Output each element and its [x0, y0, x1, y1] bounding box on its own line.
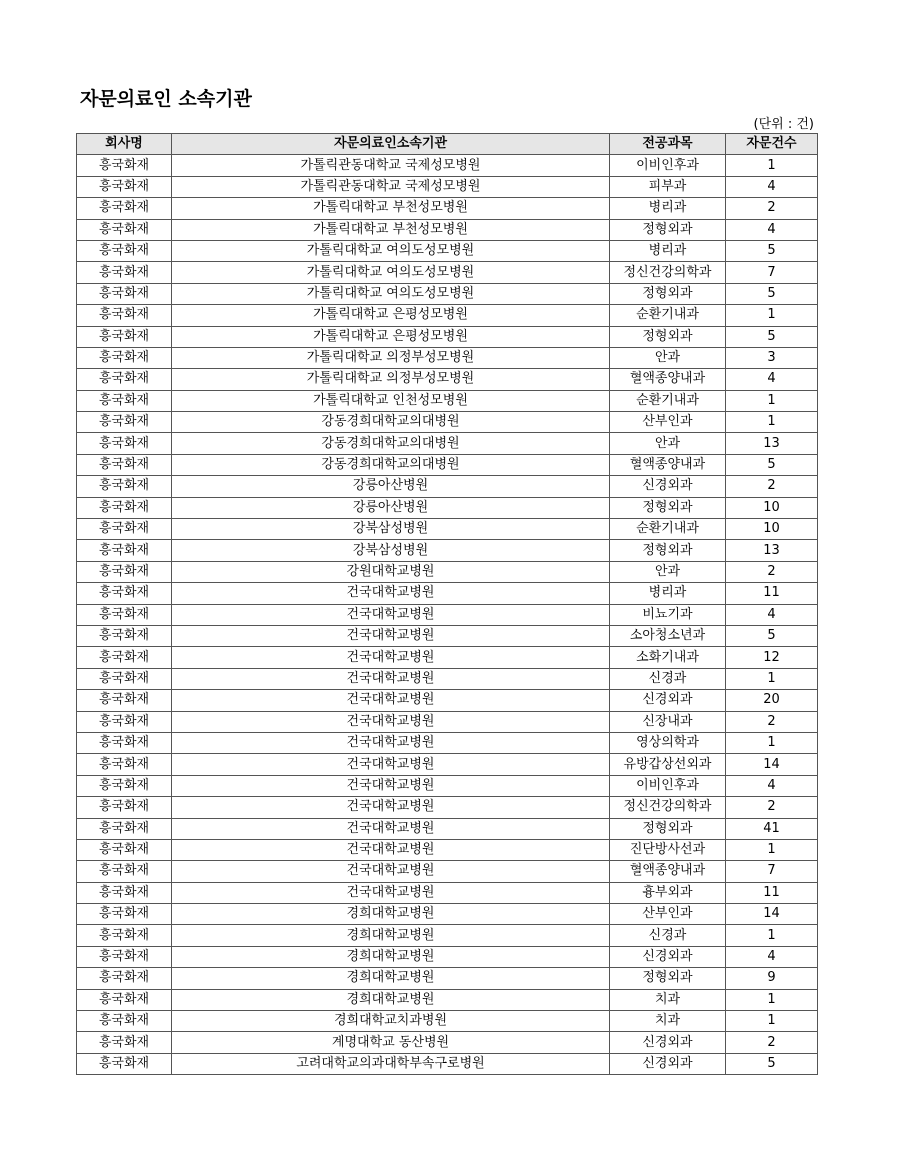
- company-cell: 흥국화재: [77, 326, 172, 347]
- table-row: [77, 347, 818, 368]
- company-cell: 흥국화재: [77, 647, 172, 668]
- specialty-cell: 정형외과: [610, 540, 726, 561]
- institution-cell: 건국대학교병원: [172, 668, 610, 689]
- institution-cell: 강동경희대학교의대병원: [172, 412, 610, 433]
- specialty-cell: 정형외과: [610, 283, 726, 304]
- company-cell: 흥국화재: [77, 604, 172, 625]
- table-row: [77, 732, 818, 753]
- page-title: 자문의료인 소속기관: [80, 88, 252, 110]
- table-row: [77, 925, 818, 946]
- specialty-cell: 병리과: [610, 583, 726, 604]
- table-body: [77, 155, 818, 1075]
- specialty-cell: 안과: [610, 561, 726, 582]
- company-cell: 흥국화재: [77, 775, 172, 796]
- institution-cell: 가톨릭대학교 의정부성모병원: [172, 347, 610, 368]
- institution-cell: 가톨릭대학교 의정부성모병원: [172, 369, 610, 390]
- header-company: 회사명: [77, 134, 172, 155]
- count-cell: 1: [726, 412, 818, 433]
- company-cell: 흥국화재: [77, 219, 172, 240]
- specialty-cell: 이비인후과: [610, 155, 726, 176]
- institution-cell: 가톨릭대학교 여의도성모병원: [172, 240, 610, 261]
- institution-cell: 건국대학교병원: [172, 882, 610, 903]
- table-row: [77, 1011, 818, 1032]
- company-cell: 흥국화재: [77, 176, 172, 197]
- company-cell: 흥국화재: [77, 305, 172, 326]
- table-row: [77, 1032, 818, 1053]
- institution-cell: 강원대학교병원: [172, 561, 610, 582]
- count-cell: 13: [726, 540, 818, 561]
- count-cell: 4: [726, 219, 818, 240]
- table-row: [77, 497, 818, 518]
- company-cell: 흥국화재: [77, 946, 172, 967]
- count-cell: 2: [726, 797, 818, 818]
- count-cell: 13: [726, 433, 818, 454]
- specialty-cell: 흉부외과: [610, 882, 726, 903]
- count-cell: 7: [726, 262, 818, 283]
- specialty-cell: 신경과: [610, 925, 726, 946]
- table-row: [77, 989, 818, 1010]
- specialty-cell: 혈액종양내과: [610, 861, 726, 882]
- specialty-cell: 치과: [610, 1011, 726, 1032]
- table-row: [77, 775, 818, 796]
- count-cell: 12: [726, 647, 818, 668]
- company-cell: 흥국화재: [77, 583, 172, 604]
- table-row: [77, 454, 818, 475]
- institution-cell: 강릉아산병원: [172, 476, 610, 497]
- institution-cell: 가톨릭관동대학교 국제성모병원: [172, 155, 610, 176]
- company-cell: 흥국화재: [77, 668, 172, 689]
- institution-cell: 건국대학교병원: [172, 711, 610, 732]
- institution-cell: 가톨릭대학교 여의도성모병원: [172, 283, 610, 304]
- institution-cell: 가톨릭대학교 부천성모병원: [172, 219, 610, 240]
- company-cell: 흥국화재: [77, 1053, 172, 1074]
- table-row: [77, 240, 818, 261]
- company-cell: 흥국화재: [77, 989, 172, 1010]
- count-cell: 1: [726, 668, 818, 689]
- institution-cell: 강동경희대학교의대병원: [172, 454, 610, 475]
- company-cell: 흥국화재: [77, 690, 172, 711]
- count-cell: 7: [726, 861, 818, 882]
- specialty-cell: 정형외과: [610, 326, 726, 347]
- specialty-cell: 소화기내과: [610, 647, 726, 668]
- table-row: [77, 433, 818, 454]
- table-row: [77, 690, 818, 711]
- specialty-cell: 영상의학과: [610, 732, 726, 753]
- count-cell: 10: [726, 519, 818, 540]
- header-row: [77, 134, 818, 155]
- institution-cell: 경희대학교병원: [172, 904, 610, 925]
- company-cell: 흥국화재: [77, 347, 172, 368]
- specialty-cell: 정형외과: [610, 968, 726, 989]
- count-cell: 9: [726, 968, 818, 989]
- count-cell: 1: [726, 390, 818, 411]
- table-row: [77, 968, 818, 989]
- institution-cell: 경희대학교병원: [172, 968, 610, 989]
- institution-cell: 건국대학교병원: [172, 775, 610, 796]
- specialty-cell: 혈액종양내과: [610, 454, 726, 475]
- specialty-cell: 소아청소년과: [610, 625, 726, 646]
- company-cell: 흥국화재: [77, 882, 172, 903]
- company-cell: 흥국화재: [77, 711, 172, 732]
- institution-cell: 건국대학교병원: [172, 797, 610, 818]
- count-cell: 1: [726, 925, 818, 946]
- header-count: 자문건수: [726, 134, 818, 155]
- count-cell: 2: [726, 561, 818, 582]
- table-row: [77, 946, 818, 967]
- count-cell: 11: [726, 583, 818, 604]
- specialty-cell: 이비인후과: [610, 775, 726, 796]
- table-row: [77, 262, 818, 283]
- table-row: [77, 561, 818, 582]
- header-institution: 자문의료인소속기관: [172, 134, 610, 155]
- table-row: [77, 283, 818, 304]
- table-row: [77, 155, 818, 176]
- count-cell: 2: [726, 198, 818, 219]
- table-row: [77, 1053, 818, 1074]
- specialty-cell: 신경외과: [610, 690, 726, 711]
- institution-cell: 강릉아산병원: [172, 497, 610, 518]
- count-cell: 5: [726, 454, 818, 475]
- table-row: [77, 647, 818, 668]
- count-cell: 4: [726, 775, 818, 796]
- company-cell: 흥국화재: [77, 540, 172, 561]
- company-cell: 흥국화재: [77, 519, 172, 540]
- table-row: [77, 604, 818, 625]
- specialty-cell: 정형외과: [610, 818, 726, 839]
- specialty-cell: 혈액종양내과: [610, 369, 726, 390]
- count-cell: 14: [726, 754, 818, 775]
- company-cell: 흥국화재: [77, 904, 172, 925]
- institution-cell: 가톨릭관동대학교 국제성모병원: [172, 176, 610, 197]
- specialty-cell: 유방갑상선외과: [610, 754, 726, 775]
- institution-cell: 가톨릭대학교 인천성모병원: [172, 390, 610, 411]
- institution-cell: 경희대학교병원: [172, 946, 610, 967]
- specialty-cell: 진단방사선과: [610, 839, 726, 860]
- table-row: [77, 412, 818, 433]
- specialty-cell: 안과: [610, 433, 726, 454]
- specialty-cell: 산부인과: [610, 412, 726, 433]
- count-cell: 20: [726, 690, 818, 711]
- company-cell: 흥국화재: [77, 968, 172, 989]
- company-cell: 흥국화재: [77, 283, 172, 304]
- table-row: [77, 625, 818, 646]
- institution-cell: 건국대학교병원: [172, 861, 610, 882]
- count-cell: 4: [726, 176, 818, 197]
- table-row: [77, 882, 818, 903]
- count-cell: 2: [726, 1032, 818, 1053]
- specialty-cell: 병리과: [610, 198, 726, 219]
- institution-cell: 가톨릭대학교 은평성모병원: [172, 305, 610, 326]
- count-cell: 11: [726, 882, 818, 903]
- company-cell: 흥국화재: [77, 433, 172, 454]
- institution-cell: 건국대학교병원: [172, 625, 610, 646]
- institution-cell: 건국대학교병원: [172, 647, 610, 668]
- count-cell: 5: [726, 1053, 818, 1074]
- specialty-cell: 신경외과: [610, 1032, 726, 1053]
- specialty-cell: 신경외과: [610, 946, 726, 967]
- company-cell: 흥국화재: [77, 839, 172, 860]
- company-cell: 흥국화재: [77, 925, 172, 946]
- institution-cell: 경희대학교치과병원: [172, 1011, 610, 1032]
- count-cell: 1: [726, 305, 818, 326]
- company-cell: 흥국화재: [77, 797, 172, 818]
- company-cell: 흥국화재: [77, 454, 172, 475]
- specialty-cell: 신장내과: [610, 711, 726, 732]
- table-row: [77, 326, 818, 347]
- unit-note: (단위 : 건): [753, 117, 814, 132]
- company-cell: 흥국화재: [77, 240, 172, 261]
- institution-cell: 건국대학교병원: [172, 690, 610, 711]
- count-cell: 41: [726, 818, 818, 839]
- header-specialty: 전공과목: [610, 134, 726, 155]
- specialty-cell: 정신건강의학과: [610, 797, 726, 818]
- count-cell: 14: [726, 904, 818, 925]
- count-cell: 4: [726, 946, 818, 967]
- company-cell: 흥국화재: [77, 861, 172, 882]
- count-cell: 5: [726, 625, 818, 646]
- company-cell: 흥국화재: [77, 754, 172, 775]
- specialty-cell: 치과: [610, 989, 726, 1010]
- institution-cell: 건국대학교병원: [172, 732, 610, 753]
- company-cell: 흥국화재: [77, 412, 172, 433]
- specialty-cell: 병리과: [610, 240, 726, 261]
- specialty-cell: 순환기내과: [610, 305, 726, 326]
- count-cell: 10: [726, 497, 818, 518]
- table-row: [77, 797, 818, 818]
- specialty-cell: 신경외과: [610, 1053, 726, 1074]
- count-cell: 4: [726, 369, 818, 390]
- company-cell: 흥국화재: [77, 155, 172, 176]
- institution-cell: 경희대학교병원: [172, 989, 610, 1010]
- specialty-cell: 순환기내과: [610, 390, 726, 411]
- count-cell: 3: [726, 347, 818, 368]
- specialty-cell: 신경외과: [610, 476, 726, 497]
- table-row: [77, 668, 818, 689]
- count-cell: 2: [726, 711, 818, 732]
- specialty-cell: 순환기내과: [610, 519, 726, 540]
- table-row: [77, 519, 818, 540]
- table-row: [77, 476, 818, 497]
- specialty-cell: 산부인과: [610, 904, 726, 925]
- specialty-cell: 정형외과: [610, 497, 726, 518]
- count-cell: 4: [726, 604, 818, 625]
- table-row: [77, 369, 818, 390]
- table-row: [77, 839, 818, 860]
- institution-cell: 건국대학교병원: [172, 839, 610, 860]
- count-cell: 1: [726, 732, 818, 753]
- specialty-cell: 신경과: [610, 668, 726, 689]
- table-row: [77, 390, 818, 411]
- institution-cell: 고려대학교의과대학부속구로병원: [172, 1053, 610, 1074]
- specialty-cell: 정신건강의학과: [610, 262, 726, 283]
- company-cell: 흥국화재: [77, 1011, 172, 1032]
- count-cell: 1: [726, 839, 818, 860]
- table-row: [77, 904, 818, 925]
- specialty-cell: 피부과: [610, 176, 726, 197]
- company-cell: 흥국화재: [77, 198, 172, 219]
- institution-cell: 건국대학교병원: [172, 583, 610, 604]
- count-cell: 5: [726, 283, 818, 304]
- count-cell: 1: [726, 155, 818, 176]
- specialty-cell: 비뇨기과: [610, 604, 726, 625]
- table-row: [77, 305, 818, 326]
- count-cell: 2: [726, 476, 818, 497]
- table-row: [77, 711, 818, 732]
- company-cell: 흥국화재: [77, 390, 172, 411]
- company-cell: 흥국화재: [77, 262, 172, 283]
- consultation-table: [76, 133, 818, 1075]
- institution-cell: 건국대학교병원: [172, 818, 610, 839]
- table-row: [77, 198, 818, 219]
- table-row: [77, 219, 818, 240]
- company-cell: 흥국화재: [77, 369, 172, 390]
- institution-cell: 계명대학교 동산병원: [172, 1032, 610, 1053]
- institution-cell: 가톨릭대학교 은평성모병원: [172, 326, 610, 347]
- company-cell: 흥국화재: [77, 497, 172, 518]
- table-row: [77, 583, 818, 604]
- company-cell: 흥국화재: [77, 476, 172, 497]
- table-row: [77, 754, 818, 775]
- company-cell: 흥국화재: [77, 818, 172, 839]
- institution-cell: 강북삼성병원: [172, 519, 610, 540]
- company-cell: 흥국화재: [77, 1032, 172, 1053]
- specialty-cell: 안과: [610, 347, 726, 368]
- institution-cell: 가톨릭대학교 여의도성모병원: [172, 262, 610, 283]
- count-cell: 5: [726, 326, 818, 347]
- institution-cell: 경희대학교병원: [172, 925, 610, 946]
- table-row: [77, 818, 818, 839]
- institution-cell: 강동경희대학교의대병원: [172, 433, 610, 454]
- institution-cell: 건국대학교병원: [172, 604, 610, 625]
- company-cell: 흥국화재: [77, 625, 172, 646]
- table-row: [77, 176, 818, 197]
- institution-cell: 강북삼성병원: [172, 540, 610, 561]
- table-row: [77, 861, 818, 882]
- table-row: [77, 540, 818, 561]
- specialty-cell: 정형외과: [610, 219, 726, 240]
- institution-cell: 건국대학교병원: [172, 754, 610, 775]
- count-cell: 5: [726, 240, 818, 261]
- count-cell: 1: [726, 1011, 818, 1032]
- institution-cell: 가톨릭대학교 부천성모병원: [172, 198, 610, 219]
- company-cell: 흥국화재: [77, 561, 172, 582]
- company-cell: 흥국화재: [77, 732, 172, 753]
- count-cell: 1: [726, 989, 818, 1010]
